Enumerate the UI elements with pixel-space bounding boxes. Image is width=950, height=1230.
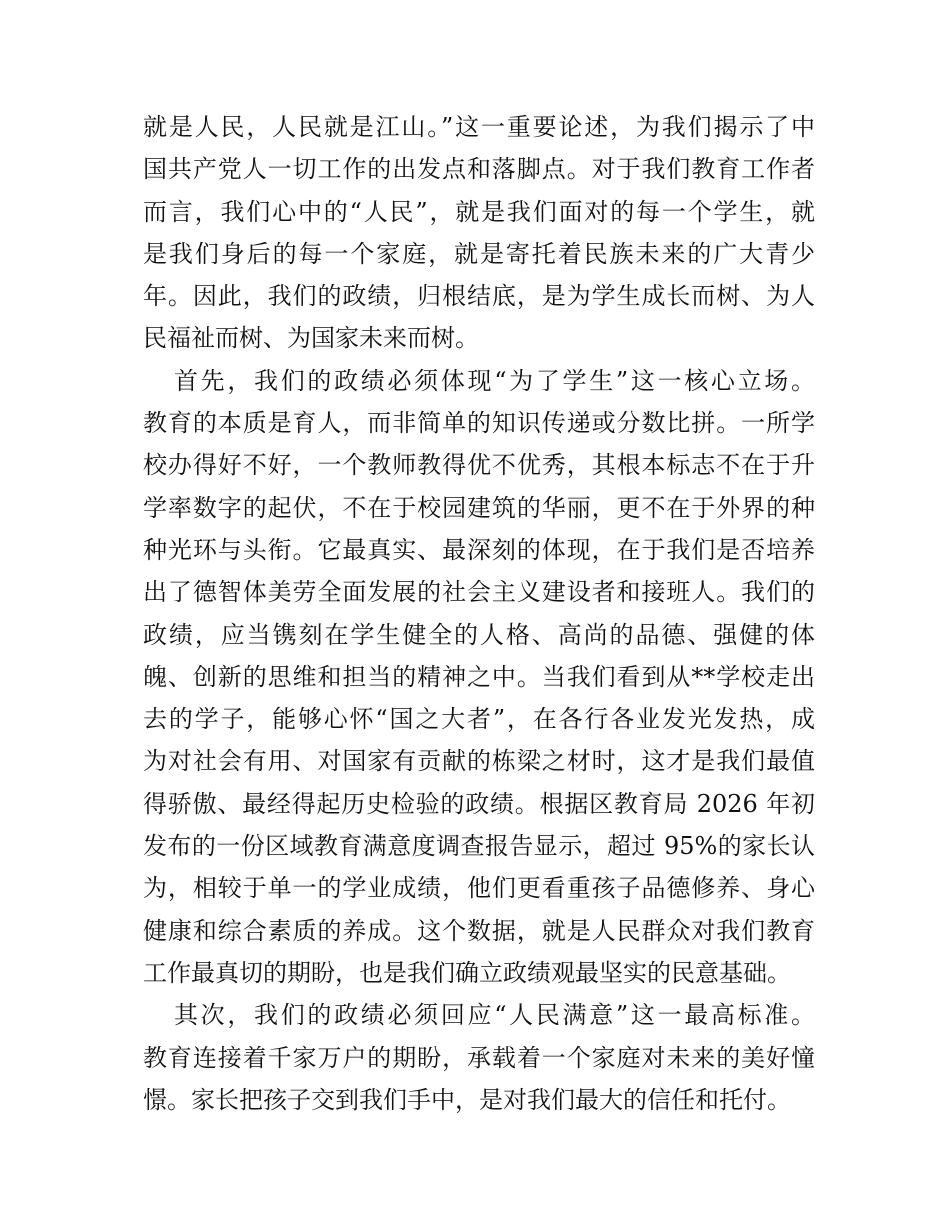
text-line: 就是人民，人民就是江山。”这一重要论述，为我们揭示了中	[143, 113, 815, 141]
text-line: 教育的本质是育人，而非简单的知识传递或分数比拼。一所学	[143, 409, 815, 438]
body-text	[143, 106, 815, 1121]
text-line: 魄、创新的思维和担当的精神之中。当我们看到从**学校走出	[143, 662, 815, 691]
text-line: 种光环与头衔。它最真实、最深刻的体现，在于我们是否培养	[143, 535, 815, 564]
text-line: 民福祉而树、为国家未来而树。	[143, 324, 479, 353]
text-line: 出了德智体美劳全面发展的社会主义建设者和接班人。我们的	[143, 578, 815, 607]
text-line: 工作最真切的期盼，也是我们确立政绩观最坚实的民意基础。	[143, 958, 791, 987]
text-line: 年。因此，我们的政绩，归根结底，是为学生成长而树、为人	[143, 282, 815, 311]
text-line: 教育连接着千家万户的期盼，承载着一个家庭对未来的美好憧	[143, 1043, 815, 1072]
text-line: 为对社会有用、对国家有贡献的栋梁之材时，这才是我们最值	[143, 747, 815, 776]
text-line: 去的学子，能够心怀“国之大者”，在各行各业发光发热，成	[143, 705, 815, 734]
text-line: 憬。家长把孩子交到我们手中，是对我们最大的信任和托付。	[143, 1085, 791, 1114]
text-line: 为，相较于单一的学业成绩，他们更看重孩子品德修养、身心	[143, 874, 815, 903]
text-line: 国共产党人一切工作的出发点和落脚点。对于我们教育工作者	[143, 155, 815, 184]
text-line: 学率数字的起伏，不在于校园建筑的华丽，更不在于外界的种	[143, 493, 815, 522]
text-line: 而言，我们心中的“人民”，就是我们面对的每一个学生，就	[143, 197, 815, 226]
text-line: 健康和综合素质的养成。这个数据，就是人民群众对我们教育	[143, 916, 815, 945]
text-line: 政绩，应当镌刻在学生健全的人格、高尚的品德、强健的体	[143, 620, 815, 649]
paragraph-first-line: 首先，我们的政绩必须体现“为了学生”这一核心立场。	[174, 366, 815, 395]
text-line: 是我们身后的每一个家庭，就是寄托着民族未来的广大青少	[143, 239, 815, 268]
paragraph-first-line: 其次，我们的政绩必须回应“人民满意”这一最高标准。	[174, 1001, 815, 1030]
text-line: 得骄傲、最经得起历史检验的政绩。根据区教育局 2026 年初	[143, 789, 815, 818]
text-line: 发布的一份区域教育满意度调查报告显示，超过 95%的家长认	[143, 832, 815, 861]
text-line: 校办得好不好，一个教师教得优不优秀，其根本标志不在于升	[143, 451, 815, 480]
